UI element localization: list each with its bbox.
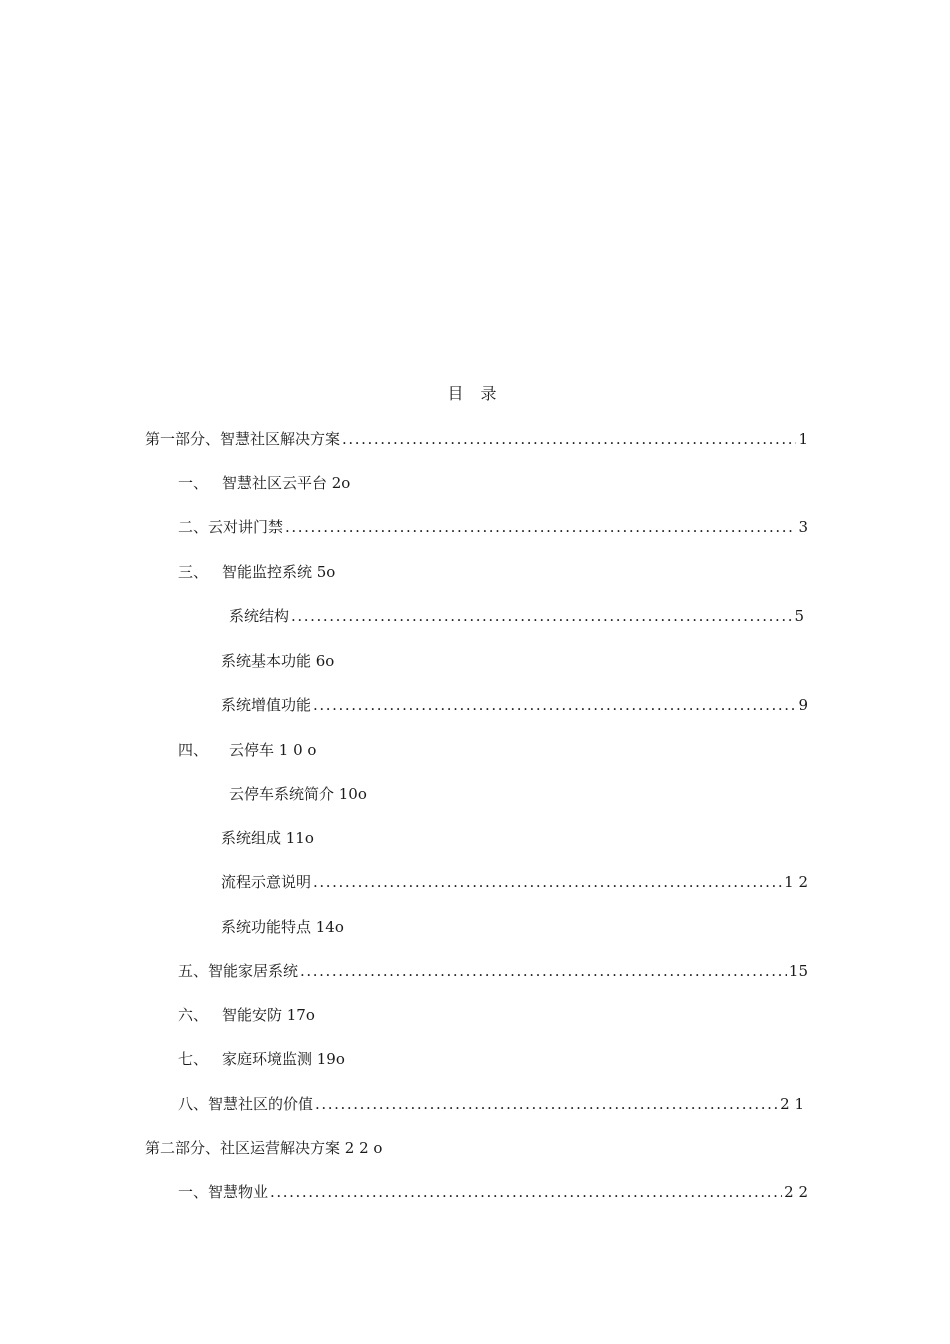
toc-entry — [178, 1181, 808, 1205]
toc-entry-number: 一、 — [178, 1183, 209, 1201]
toc-entry-text: 云停车系统简介 10o — [229, 785, 367, 803]
toc-leader-dots — [313, 696, 796, 714]
toc-entry-number: 七、 — [178, 1050, 209, 1068]
toc-entry-text: 第一部分、智慧社区解决方案 — [145, 430, 341, 448]
toc-entry — [229, 605, 804, 629]
toc-entry — [178, 1048, 345, 1072]
toc-entry — [178, 472, 350, 496]
toc-entry-text: 流程示意说明 — [221, 873, 312, 891]
toc-leader-dots — [342, 430, 796, 448]
toc-entry-number: 二、 — [178, 518, 209, 536]
toc-leader-dots — [270, 1183, 782, 1201]
toc-entry-text: 智能安防 17o — [222, 1006, 315, 1024]
toc-entry-text: 云对讲门禁 — [208, 518, 284, 536]
toc-entry-text: 系统结构 — [229, 607, 290, 625]
toc-entry-number: 六、 — [178, 1006, 209, 1024]
toc-entry-text: 系统基本功能 6o — [221, 652, 335, 670]
toc-leader-dots — [285, 518, 796, 536]
toc-entry-number: 三、 — [178, 563, 209, 581]
toc-leader-dots — [315, 1095, 778, 1113]
toc-entry-page: 3 — [798, 518, 808, 536]
toc-entry-page: 15 — [788, 962, 808, 980]
toc-entry — [229, 783, 367, 807]
toc-entry-text: 系统功能特点 14o — [221, 918, 344, 936]
toc-entry — [178, 1093, 804, 1117]
toc-entry — [178, 1004, 315, 1028]
toc-entry-text: 系统组成 11o — [221, 829, 314, 847]
toc-title: 目 录 — [447, 384, 503, 403]
toc-entry-number: 一、 — [178, 474, 209, 492]
toc-entry — [221, 916, 344, 940]
toc-entry-text: 智慧社区的价值 — [208, 1095, 314, 1113]
toc-entry — [145, 428, 808, 452]
toc-entry-text: 第二部分、社区运营解决方案 2 2 o — [145, 1139, 383, 1157]
toc-entry-page: 5 — [794, 607, 804, 625]
toc-entry-number: 八、 — [178, 1095, 209, 1113]
toc-entry — [221, 694, 808, 718]
toc-entry-number: 五、 — [178, 962, 209, 980]
toc-leader-dots — [300, 962, 787, 980]
toc-entry-page: 9 — [798, 696, 808, 714]
toc-entry — [145, 1137, 382, 1161]
toc-leader-dots — [313, 873, 782, 891]
toc-leader-dots — [291, 607, 792, 625]
toc-entry-text: 云停车 1 0 o — [229, 741, 317, 759]
toc-entry — [178, 561, 335, 585]
toc-entry-number: 四、 — [178, 741, 209, 759]
toc-entry-text: 智慧物业 — [208, 1183, 269, 1201]
toc-entry-text: 系统增值功能 — [221, 696, 312, 714]
toc-entry-page: 1 2 — [784, 873, 808, 891]
toc-entry — [178, 739, 316, 763]
toc-entry — [178, 516, 808, 540]
toc-entry-page: 1 — [798, 430, 808, 448]
toc-entry — [221, 650, 334, 674]
toc-entry-page: 2 2 — [784, 1183, 808, 1201]
toc-entry-page: 2 1 — [780, 1095, 804, 1113]
toc-entry-text: 家庭环境监测 19o — [222, 1050, 345, 1068]
toc-entry — [221, 871, 808, 895]
toc-entry-text: 智能监控系统 5o — [222, 563, 336, 581]
toc-entry — [221, 827, 314, 851]
toc-entry-text: 智能家居系统 — [208, 962, 299, 980]
toc-entry-text: 智慧社区云平台 2o — [222, 474, 351, 492]
toc-entry — [178, 960, 808, 984]
